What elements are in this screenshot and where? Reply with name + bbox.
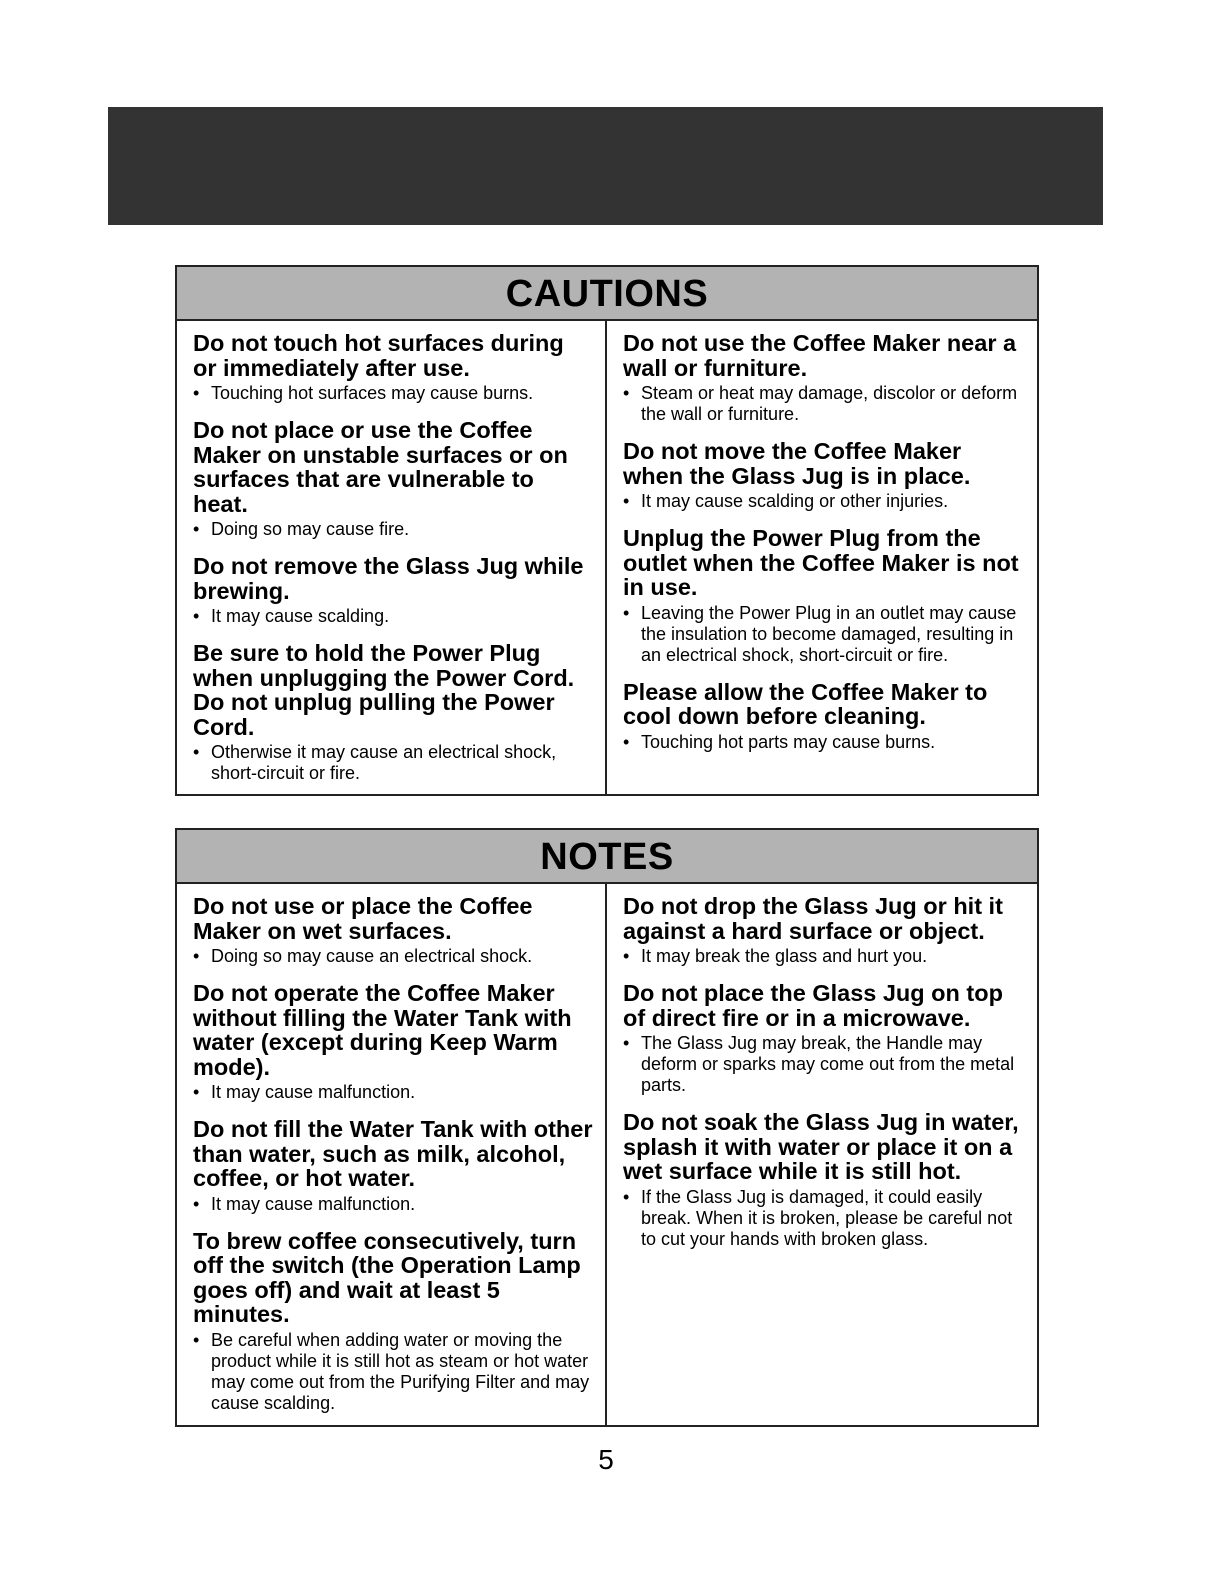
caution-text: Leaving the Power Plug in an outlet may cause the insulation to become damaged, resulting in an electrical shock, short-circuit or fire. bbox=[641, 602, 1017, 665]
caution-item bbox=[193, 641, 593, 784]
notes-title: NOTES bbox=[177, 830, 1037, 884]
cautions-title: CAUTIONS bbox=[177, 267, 1037, 321]
caution-text: Steam or heat may damage, discolor or deform the wall or furniture. bbox=[641, 383, 1018, 424]
bullet-icon: • bbox=[623, 383, 630, 403]
notes-left-column bbox=[177, 884, 607, 1425]
caution-item bbox=[623, 331, 1025, 425]
caution-item bbox=[623, 526, 1025, 666]
note-heading: Do not operate the Coffee Maker without filling the Water Tank with water (except during Keep Warm mode). bbox=[193, 980, 572, 1080]
bullet-icon: • bbox=[193, 606, 200, 626]
cautions-panel bbox=[175, 265, 1039, 796]
bullet-icon: • bbox=[623, 1033, 630, 1053]
note-text: Be careful when adding water or moving the product while it is still hot as steam or hot water may come out from the Purifying Filter and may cause scalding. bbox=[211, 1329, 590, 1413]
note-heading: To brew coffee consecutively, turn off the switch (the Operation Lamp goes off) and wait at least 5 minutes. bbox=[193, 1227, 581, 1327]
caution-item bbox=[193, 554, 593, 627]
caution-heading: Do not move the Coffee Maker when the Glass Jug is in place. bbox=[623, 438, 971, 489]
note-heading: Do not fill the Water Tank with other than water, such as milk, alcohol, coffee, or hot water. bbox=[193, 1116, 593, 1191]
note-item bbox=[623, 1110, 1025, 1250]
caution-item bbox=[193, 418, 593, 540]
bullet-icon: • bbox=[193, 742, 200, 762]
bullet-icon: • bbox=[623, 491, 630, 511]
note-item bbox=[623, 894, 1025, 967]
notes-right-column bbox=[607, 884, 1037, 1425]
note-text: The Glass Jug may break, the Handle may deform or sparks may come out from the metal parts. bbox=[641, 1033, 1015, 1095]
caution-heading: Please allow the Coffee Maker to cool down before cleaning. bbox=[623, 678, 988, 729]
note-heading: Do not place the Glass Jug on top of direct fire or in a microwave. bbox=[623, 980, 1003, 1031]
note-item bbox=[193, 1117, 593, 1215]
caution-text: Otherwise it may cause an electrical shock, short-circuit or fire. bbox=[211, 742, 557, 783]
page-number: 5 bbox=[598, 1444, 614, 1475]
caution-text: Doing so may cause fire. bbox=[211, 519, 410, 539]
note-text: Doing so may cause an electrical shock. bbox=[211, 946, 533, 966]
bullet-icon: • bbox=[193, 1329, 200, 1350]
caution-text: Touching hot surfaces may cause burns. bbox=[211, 383, 534, 403]
bullet-icon: • bbox=[193, 946, 200, 966]
note-text: It may cause malfunction. bbox=[211, 1193, 416, 1214]
bullet-icon: • bbox=[623, 731, 630, 752]
caution-heading: Be sure to hold the Power Plug when unplugging the Power Cord. Do not unplug pulling the Power Cord. bbox=[193, 640, 575, 740]
caution-heading: Do not place or use the Coffee Maker on unstable surfaces or on surfaces that are vulnerable to heat. bbox=[193, 417, 568, 517]
caution-heading: Do not remove the Glass Jug while brewing. bbox=[193, 553, 584, 604]
caution-item bbox=[623, 680, 1025, 753]
note-heading: Do not use or place the Coffee Maker on wet surfaces. bbox=[193, 893, 533, 944]
note-text: It may cause malfunction. bbox=[211, 1082, 416, 1102]
caution-heading: Do not use the Coffee Maker near a wall or furniture. bbox=[623, 330, 1017, 381]
caution-heading: Unplug the Power Plug from the outlet when the Coffee Maker is not in use. bbox=[623, 525, 1019, 600]
note-heading: Do not soak the Glass Jug in water, splash it with water or place it on a wet surface while it is still hot. bbox=[623, 1109, 1019, 1184]
caution-item bbox=[623, 439, 1025, 512]
caution-text: It may cause scalding or other injuries. bbox=[641, 491, 949, 511]
bullet-icon: • bbox=[623, 602, 630, 623]
note-item bbox=[193, 894, 593, 967]
caution-text: It may cause scalding. bbox=[211, 606, 390, 626]
bullet-icon: • bbox=[193, 383, 200, 403]
caution-text: Touching hot parts may cause burns. bbox=[641, 731, 936, 752]
bullet-icon: • bbox=[193, 519, 200, 539]
note-text: If the Glass Jug is damaged, it could easily break. When it is broken, please be careful not to cut your hands with broken glass. bbox=[641, 1186, 1013, 1249]
cautions-left-column bbox=[177, 321, 607, 794]
note-text: It may break the glass and hurt you. bbox=[641, 946, 928, 966]
note-item bbox=[193, 1229, 593, 1414]
note-item bbox=[193, 981, 593, 1103]
caution-heading: Do not touch hot surfaces during or immediately after use. bbox=[193, 330, 564, 381]
header-bar bbox=[108, 107, 1103, 225]
note-item bbox=[623, 981, 1025, 1096]
bullet-icon: • bbox=[193, 1193, 200, 1214]
notes-panel bbox=[175, 828, 1039, 1427]
note-heading: Do not drop the Glass Jug or hit it against a hard surface or object. bbox=[623, 893, 1003, 944]
caution-item bbox=[193, 331, 593, 404]
bullet-icon: • bbox=[623, 946, 630, 966]
bullet-icon: • bbox=[193, 1082, 200, 1102]
cautions-right-column bbox=[607, 321, 1037, 794]
bullet-icon: • bbox=[623, 1186, 630, 1207]
